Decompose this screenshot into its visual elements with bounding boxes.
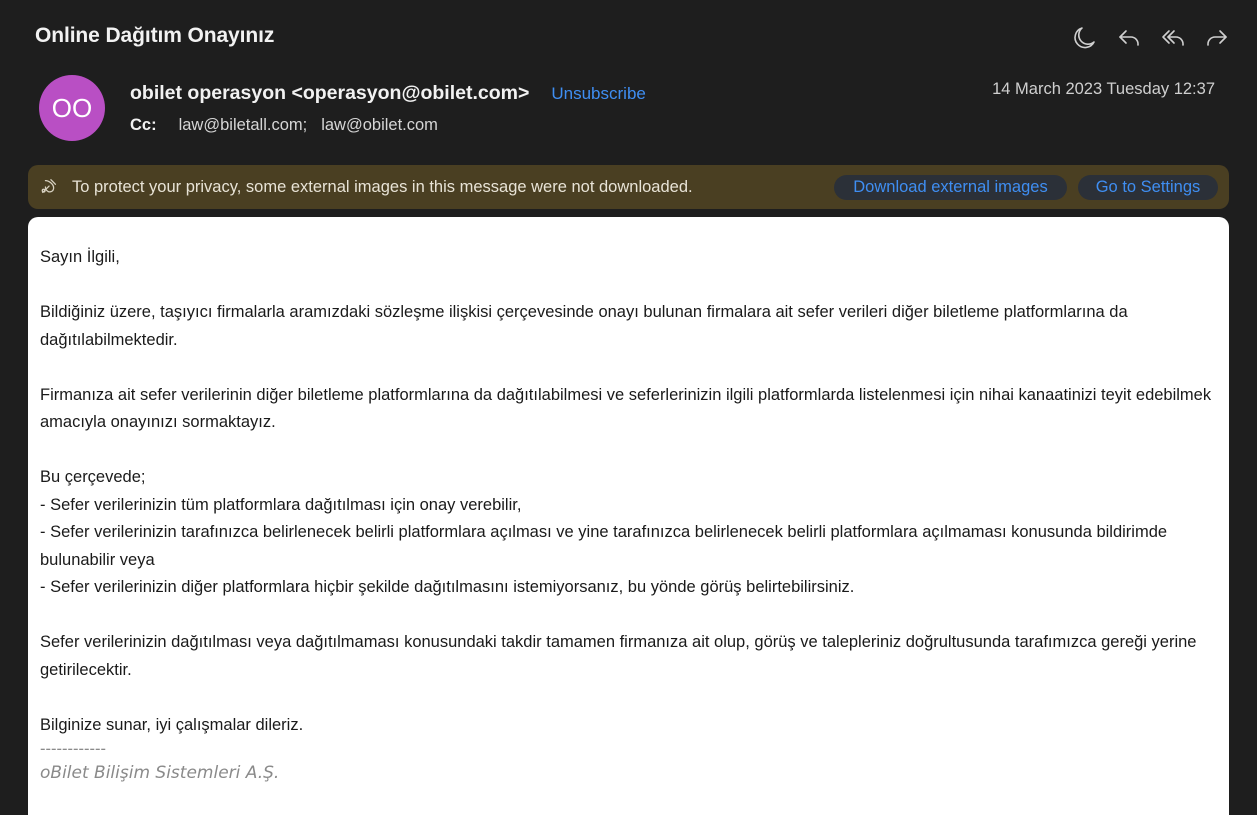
list-item: - Sefer verilerinizin tarafınızca belirlenecek belirli platformlara açılması ve yine tarafınızca belirlenecek belirli platformlara açılmaması konusunda bildirimde bulunabilir veya — [40, 523, 1168, 569]
cc-label: Cc: — [130, 116, 157, 134]
privacy-banner — [28, 165, 1229, 209]
list-intro: Bu çerçevede; — [40, 468, 146, 486]
reply-all-icon[interactable] — [1159, 24, 1187, 52]
forward-icon[interactable] — [1203, 24, 1231, 52]
moon-icon[interactable] — [1071, 24, 1099, 52]
body-paragraph: Sefer verilerinizin dağıtılması veya dağıtılmaması konusundaki takdir tamamen firmanıza ait olup, görüş ve talepleriniz doğrultusunda tarafımızca gereği yerine getirilecektir. — [40, 633, 1197, 679]
reply-icon[interactable] — [1115, 24, 1143, 52]
sender-name[interactable]: obilet operasyon <operasyon@obilet.com> — [130, 82, 530, 104]
message-body — [28, 217, 1229, 815]
body-paragraph: Firmanıza ait sefer verilerinin diğer biletleme platformlarına da dağıtılabilmesi ve seferlerinizin ilgili platformlarda listelenmesi için nihai kanaatinizi teyit edebilmek amacıyla onayınızı sormaktayız. — [40, 385, 1212, 431]
signature: oBilet Bilişim Sistemleri A.Ş. — [40, 763, 280, 783]
unsubscribe-link[interactable]: Unsubscribe — [551, 84, 646, 103]
privacy-icon — [40, 176, 62, 198]
message-date: 14 March 2023 Tuesday 12:37 — [992, 80, 1215, 98]
list-item: - Sefer verilerinizin tüm platformlara dağıtılması için onay verebilir, — [40, 495, 522, 514]
cc-recipient[interactable]: law@biletall.com; — [178, 116, 308, 134]
sender-line — [130, 82, 646, 105]
closing-line: Bilginize sunar, iyi çalışmalar dileriz. — [40, 715, 304, 734]
signature-separator: ------------ — [40, 740, 106, 758]
cc-recipient[interactable]: law@obilet.com — [321, 116, 438, 134]
sender-avatar: OO — [39, 75, 105, 141]
list-item: - Sefer verilerinizin diğer platformlara hiçbir şekilde dağıtılmasını istemiyorsanız, bu yönde görüş belirtebilirsiniz. — [40, 578, 855, 596]
download-external-images-button[interactable]: Download external images — [834, 175, 1067, 200]
privacy-banner-text: To protect your privacy, some external images in this message were not downloaded. — [72, 177, 693, 196]
body-paragraph: Bildiğiniz üzere, taşıyıcı firmalarla aramızdaki sözleşme ilişkisi çerçevesinde onayı bulunan firmalara ait sefer verileri diğer biletleme platformlarına da dağıtılabilmektedir. — [40, 303, 1128, 349]
go-to-settings-button[interactable]: Go to Settings — [1078, 175, 1218, 200]
greeting: Sayın İlgili, — [40, 248, 120, 266]
cc-line — [130, 116, 438, 135]
message-toolbar — [1071, 24, 1231, 52]
message-subject: Online Dağıtım Onayınız — [35, 24, 275, 47]
